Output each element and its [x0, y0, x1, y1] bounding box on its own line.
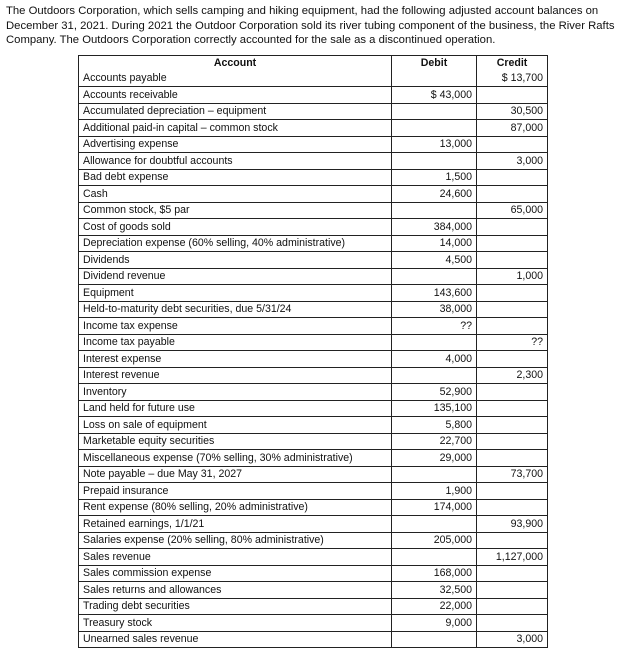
debit-cell: 4,000	[392, 351, 477, 368]
table-row	[79, 433, 548, 450]
account-cell: Bad debt expense	[79, 169, 392, 186]
debit-cell: $ 43,000	[392, 87, 477, 104]
credit-cell: 3,000	[477, 153, 548, 170]
credit-cell	[477, 499, 548, 516]
credit-cell	[477, 351, 548, 368]
account-balances-table	[78, 55, 548, 648]
table-header-row	[79, 56, 548, 87]
debit-cell: 9,000	[392, 615, 477, 632]
credit-cell	[477, 235, 548, 252]
debit-cell: 205,000	[392, 532, 477, 549]
table-row	[79, 631, 548, 648]
table-row	[79, 235, 548, 252]
credit-cell	[477, 400, 548, 417]
first-row-account: Accounts payable	[83, 72, 167, 85]
debit-cell: 1,500	[392, 169, 477, 186]
account-cell: Income tax expense	[79, 318, 392, 335]
debit-cell	[392, 367, 477, 384]
account-cell: Dividend revenue	[79, 268, 392, 285]
credit-cell	[477, 565, 548, 582]
credit-cell	[477, 582, 548, 599]
table-row	[79, 483, 548, 500]
account-cell: Prepaid insurance	[79, 483, 392, 500]
table-row	[79, 532, 548, 549]
account-cell: Advertising expense	[79, 136, 392, 153]
debit-cell: 32,500	[392, 582, 477, 599]
debit-cell: 22,700	[392, 433, 477, 450]
table-row	[79, 202, 548, 219]
debit-cell	[392, 516, 477, 533]
account-cell: Marketable equity securities	[79, 433, 392, 450]
debit-cell	[392, 549, 477, 566]
debit-cell: 174,000	[392, 499, 477, 516]
debit-cell	[392, 120, 477, 137]
account-cell: Accounts receivable	[79, 87, 392, 104]
credit-cell	[477, 384, 548, 401]
account-cell: Rent expense (80% selling, 20% administrative)	[79, 499, 392, 516]
account-cell: Cost of goods sold	[79, 219, 392, 236]
account-cell: Allowance for doubtful accounts	[79, 153, 392, 170]
table-row	[79, 565, 548, 582]
table-row	[79, 417, 548, 434]
table-row	[79, 318, 548, 335]
first-row-credit: $ 13,700	[501, 72, 543, 85]
credit-cell: 2,300	[477, 367, 548, 384]
table-row	[79, 450, 548, 467]
account-cell: Equipment	[79, 285, 392, 302]
account-cell: Sales returns and allowances	[79, 582, 392, 599]
debit-cell	[392, 466, 477, 483]
credit-cell	[477, 87, 548, 104]
credit-cell	[477, 615, 548, 632]
debit-cell: 5,800	[392, 417, 477, 434]
account-cell: Land held for future use	[79, 400, 392, 417]
table-row	[79, 466, 548, 483]
credit-cell	[477, 252, 548, 269]
credit-cell: 1,127,000	[477, 549, 548, 566]
table-row	[79, 334, 548, 351]
account-cell: Treasury stock	[79, 615, 392, 632]
account-cell: Inventory	[79, 384, 392, 401]
credit-cell: 73,700	[477, 466, 548, 483]
account-cell: Interest revenue	[79, 367, 392, 384]
credit-cell	[477, 318, 548, 335]
table-row	[79, 103, 548, 120]
credit-cell: 65,000	[477, 202, 548, 219]
credit-cell	[477, 433, 548, 450]
debit-cell: 143,600	[392, 285, 477, 302]
debit-cell	[392, 268, 477, 285]
table-row	[79, 136, 548, 153]
account-cell: Salaries expense (20% selling, 80% administrative)	[79, 532, 392, 549]
credit-cell	[477, 483, 548, 500]
debit-cell: 1,900	[392, 483, 477, 500]
credit-cell: 1,000	[477, 268, 548, 285]
account-cell: Retained earnings, 1/1/21	[79, 516, 392, 533]
debit-cell: 52,900	[392, 384, 477, 401]
credit-cell: 93,900	[477, 516, 548, 533]
table-row	[79, 384, 548, 401]
debit-cell	[392, 334, 477, 351]
credit-cell	[477, 598, 548, 615]
table-row	[79, 351, 548, 368]
intro-paragraph: The Outdoors Corporation, which sells camping and hiking equipment, had the following adjusted account balances on December 31, 2021. During 2021 the Outdoor Corporation sold its river tubing component of the business, the River Rafts Company. The Outdoors Corporation correctly accounted for the sale as a discontinued operation.	[6, 5, 615, 47]
table-row	[79, 367, 548, 384]
debit-cell: 13,000	[392, 136, 477, 153]
debit-cell: 22,000	[392, 598, 477, 615]
debit-cell: 384,000	[392, 219, 477, 236]
account-cell: Unearned sales revenue	[79, 631, 392, 648]
account-column-header: Account Accounts payable	[79, 56, 392, 87]
account-cell: Depreciation expense (60% selling, 40% administrative)	[79, 235, 392, 252]
table-row	[79, 153, 548, 170]
table-row	[79, 499, 548, 516]
table-row	[79, 615, 548, 632]
credit-cell	[477, 301, 548, 318]
account-cell: Common stock, $5 par	[79, 202, 392, 219]
account-cell: Miscellaneous expense (70% selling, 30% administrative)	[79, 450, 392, 467]
table-row	[79, 87, 548, 104]
credit-cell	[477, 532, 548, 549]
account-cell: Held-to-maturity debt securities, due 5/31/24	[79, 301, 392, 318]
account-cell: Sales revenue	[79, 549, 392, 566]
credit-cell: 3,000	[477, 631, 548, 648]
account-cell: Additional paid-in capital – common stock	[79, 120, 392, 137]
account-cell: Loss on sale of equipment	[79, 417, 392, 434]
table-row	[79, 169, 548, 186]
credit-cell	[477, 417, 548, 434]
credit-cell	[477, 169, 548, 186]
table-row	[79, 252, 548, 269]
debit-cell	[392, 631, 477, 648]
credit-column-header: Credit $ 13,700	[477, 56, 548, 87]
account-cell: Income tax payable	[79, 334, 392, 351]
credit-cell: ??	[477, 334, 548, 351]
debit-cell: 14,000	[392, 235, 477, 252]
credit-cell: 87,000	[477, 120, 548, 137]
table-row	[79, 400, 548, 417]
account-cell: Interest expense	[79, 351, 392, 368]
table-row	[79, 549, 548, 566]
debit-cell	[392, 153, 477, 170]
account-cell: Cash	[79, 186, 392, 203]
table-row	[79, 598, 548, 615]
table-row	[79, 582, 548, 599]
credit-cell	[477, 285, 548, 302]
credit-cell: 30,500	[477, 103, 548, 120]
table-row	[79, 268, 548, 285]
table-row	[79, 186, 548, 203]
debit-cell: 24,600	[392, 186, 477, 203]
debit-cell	[392, 202, 477, 219]
credit-cell	[477, 450, 548, 467]
credit-cell	[477, 219, 548, 236]
debit-cell: 135,100	[392, 400, 477, 417]
table-row	[79, 301, 548, 318]
table-row	[79, 219, 548, 236]
debit-cell: 29,000	[392, 450, 477, 467]
table-row	[79, 120, 548, 137]
table-row	[79, 516, 548, 533]
debit-cell: ??	[392, 318, 477, 335]
account-cell: Accumulated depreciation – equipment	[79, 103, 392, 120]
account-cell: Note payable – due May 31, 2027	[79, 466, 392, 483]
debit-cell	[392, 103, 477, 120]
debit-cell: 4,500	[392, 252, 477, 269]
table-row	[79, 285, 548, 302]
account-cell: Trading debt securities	[79, 598, 392, 615]
account-cell: Sales commission expense	[79, 565, 392, 582]
credit-cell	[477, 136, 548, 153]
debit-cell: 168,000	[392, 565, 477, 582]
debit-cell: 38,000	[392, 301, 477, 318]
credit-cell	[477, 186, 548, 203]
account-cell: Dividends	[79, 252, 392, 269]
debit-column-header: Debit	[392, 56, 477, 87]
